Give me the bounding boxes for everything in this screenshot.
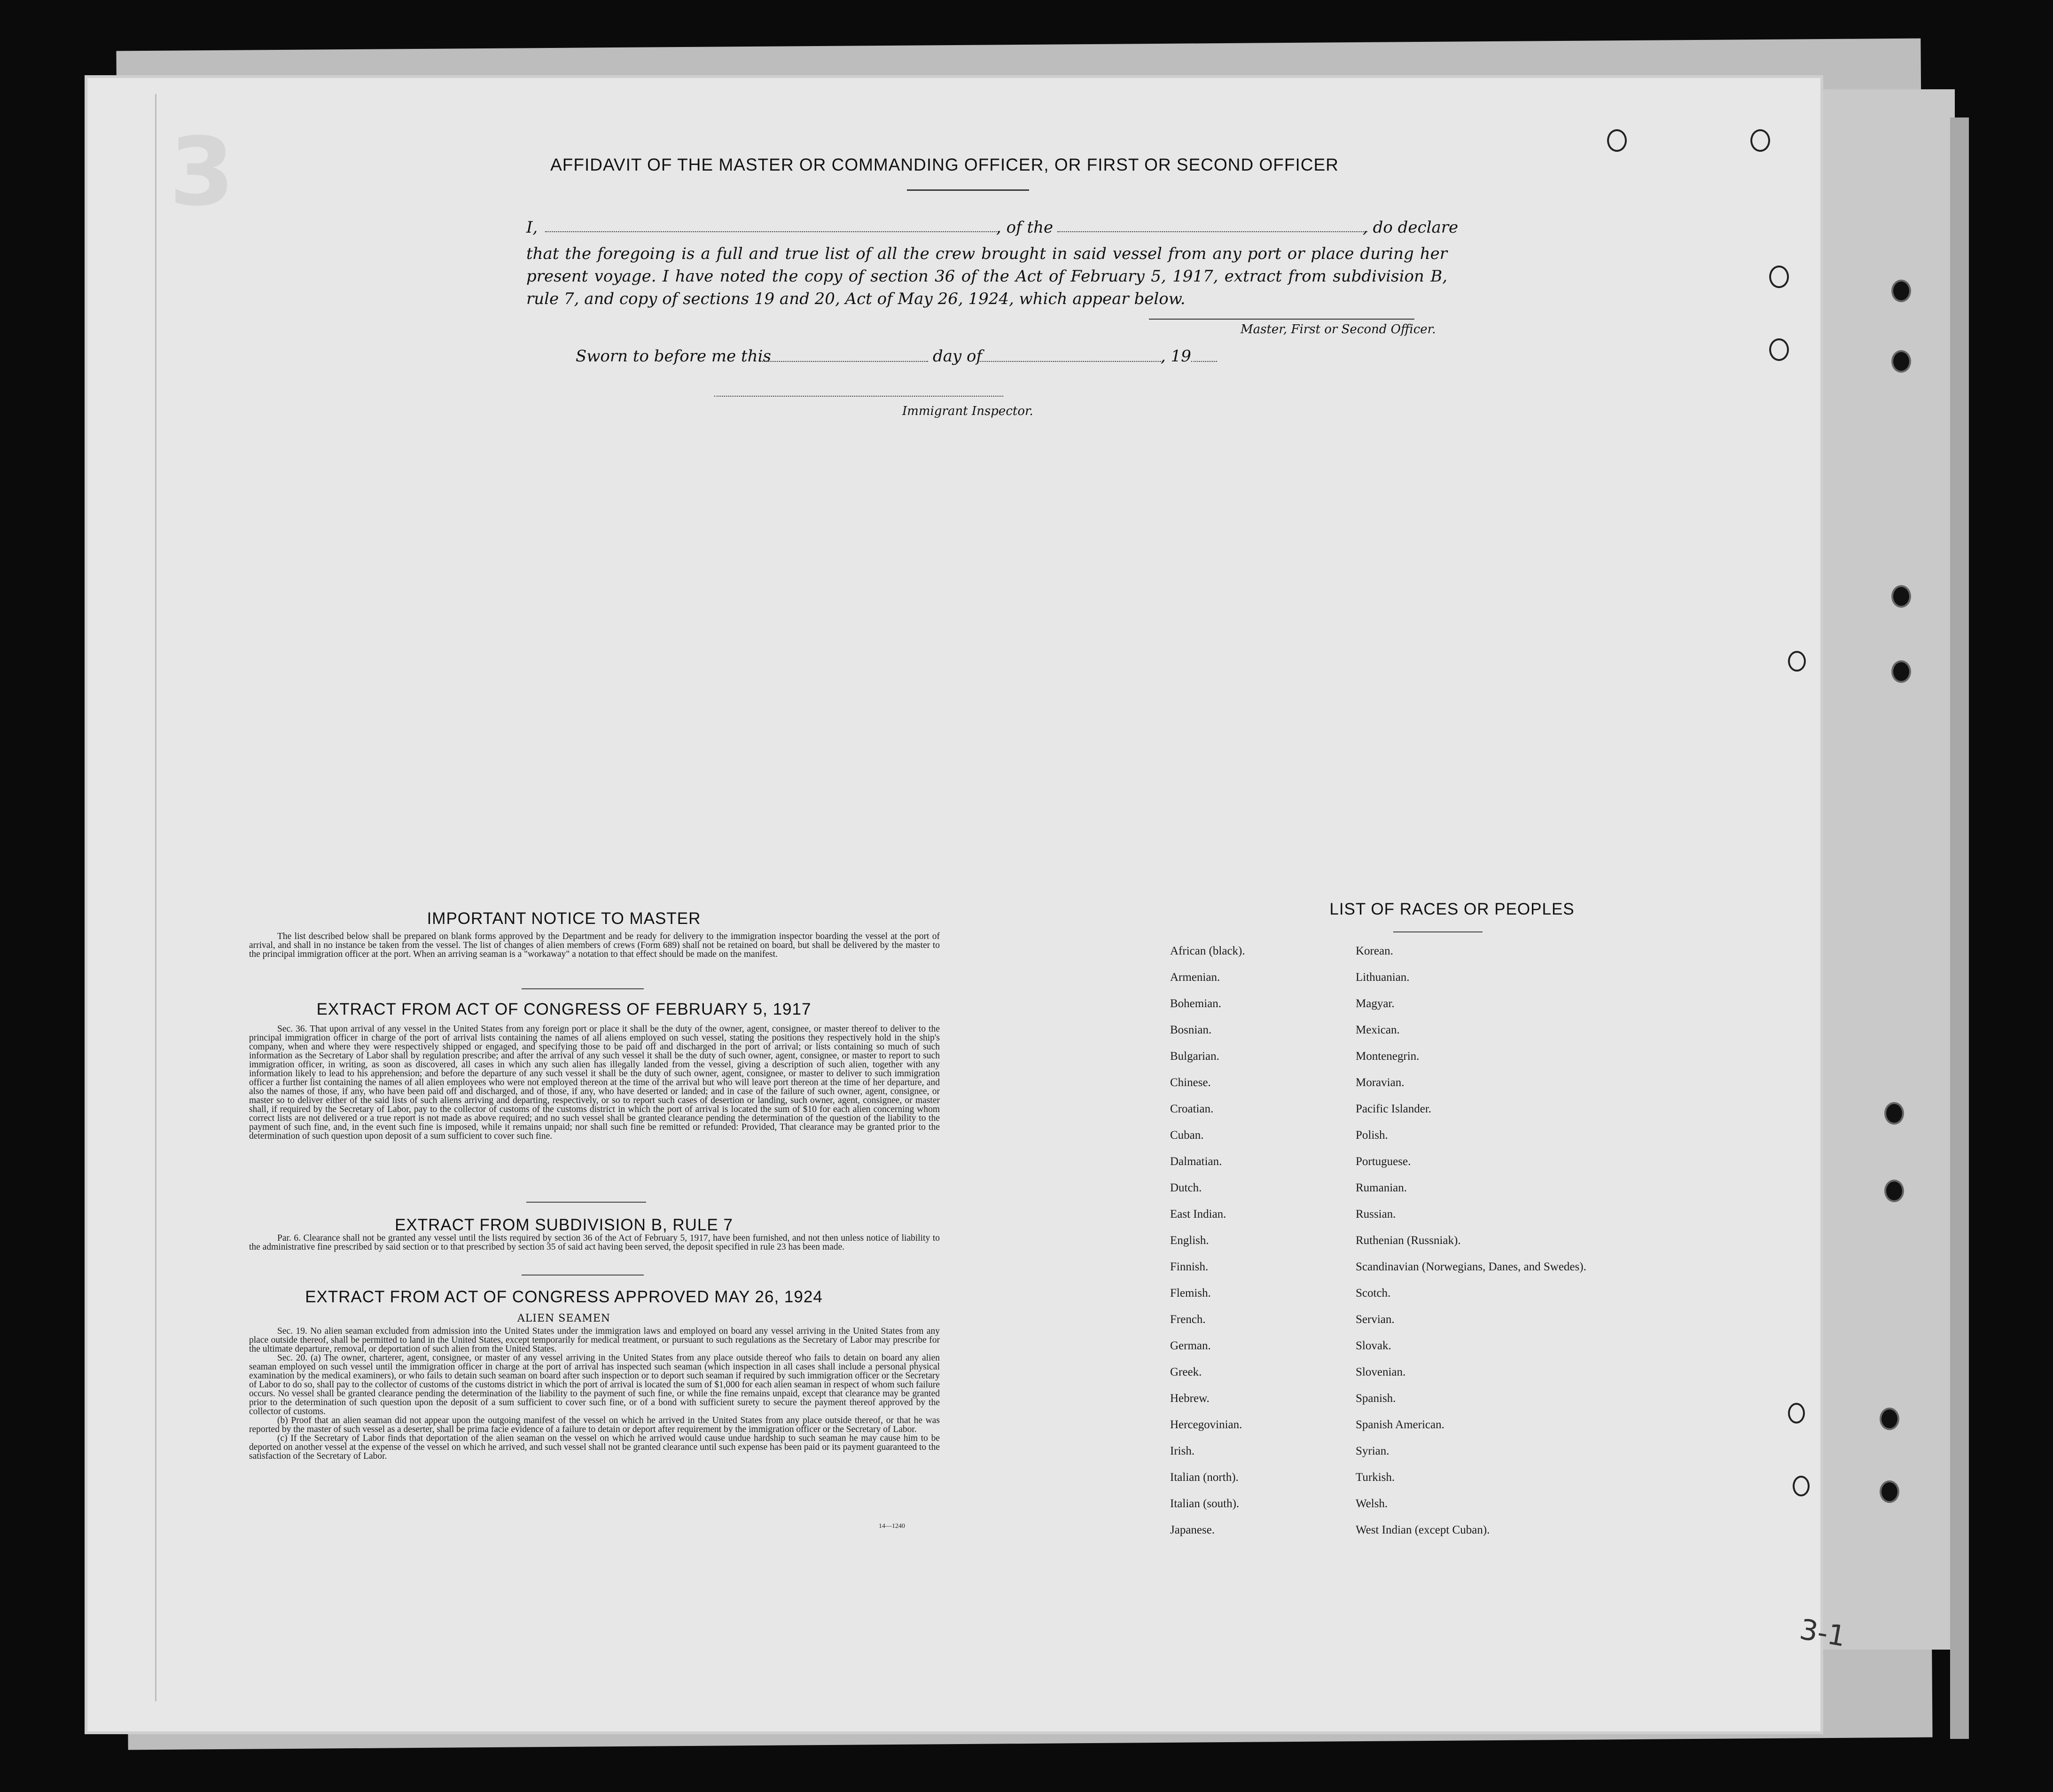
master-signature-line <box>1149 319 1414 320</box>
master-caption: Master, First or Second Officer. <box>1241 322 1436 336</box>
extract-1917-text: Sec. 36. That upon arrival of any vessel in the United States from any foreign port or place it shall be the duty of the owner, agent, consignee, or master thereof to deliver to the principal immigration officer in charge of the port of arrival lists containing the names of all aliens employed on such vessel, stating the positions they respectively hold in the ship's company, when and where they were respectively shipped or engaged, and specifying those to be paid off and discharged in the port of arrival; or lists containing so much of such information as the Secretary of Labor shall by regulation prescribe; and after the arrival of any such vessel it shall be the duty of such owner, agent, consignee, or master to report to such immigration officer, in writing, as soon as discovered, all cases in which any such alien has illegally landed from the vessel, giving a description of such alien, together with any information likely to lead to his apprehension; and before the departure of any such vessel it shall be the duty of such owner, agent, consignee, or master to deliver to such immigration officer a further list containing the names of all alien employees who were not employed thereon at the time of the arrival but who will leave port thereon at the time of her departure, and also the names of those, if any, who have been paid off and discharged, and of those, if any, who have deserted or landed; and in case of the failure of such owner, agent, consignee, or master so to deliver either of the said lists of such aliens arriving and departing, respectively, or so to report such cases of desertion or landing, such owner, agent, consignee, or master shall, if required by the Secretary of Labor, pay to the collector of customs of the customs district in which the port of arrival is located the sum of $10 for each alien concerning whom correct lists are not delivered or a true report is not made as above required; and no such vessel shall be granted clearance pending the determination of the question of the liability to the payment of such fine, and, in the event such fine is imposed, while it remains unpaid; nor shall such fine be remitted or refunded: Provided, That clearance may be granted prior to the determination of such question upon deposit of a sum sufficient to cover such fine. <box>249 1024 940 1141</box>
punch-hole <box>1891 585 1911 608</box>
punch-hole <box>1891 350 1911 373</box>
race-item: Lithuanian. <box>1356 971 1410 984</box>
race-item: Italian (north). <box>1170 1471 1239 1484</box>
punch-hole <box>1880 1408 1899 1430</box>
race-item: Dalmatian. <box>1170 1155 1222 1168</box>
race-item: Hebrew. <box>1170 1392 1210 1405</box>
divider <box>522 988 644 989</box>
year-text: , 19 <box>1161 347 1191 366</box>
race-item: East Indian. <box>1170 1208 1226 1221</box>
races-underline <box>1393 931 1483 932</box>
race-item: Croatian. <box>1170 1103 1214 1115</box>
alien-seamen-subtitle: ALIEN SEAMEN <box>517 1313 611 1324</box>
affidavit-title: AFFIDAVIT OF THE MASTER OR COMMANDING OFFICER, OR FIRST OR SECOND OFFICER <box>550 155 1339 174</box>
inspector-caption: Immigrant Inspector. <box>902 404 1033 418</box>
extract-1917-title: EXTRACT FROM ACT OF CONGRESS OF FEBRUARY 5, 1917 <box>316 1000 812 1018</box>
sec-20b-text: (b) Proof that an alien seaman did not appear upon the outgoing manifest of the vessel on which he arrived in the United States from any place outside thereof, or that he was reported by the master of such vessel as a deserter, shall be prima facie evidence of a failure to detain or deport after requirement by the immigration officer or the Secretary of Labor. <box>249 1416 940 1434</box>
punch-hole <box>1607 129 1627 152</box>
race-item: Polish. <box>1356 1129 1388 1142</box>
race-item: African (black). <box>1170 945 1245 957</box>
race-item: Slovenian. <box>1356 1366 1406 1378</box>
divider <box>526 1202 646 1203</box>
rule7-text: Par. 6. Clearance shall not be granted any vessel until the lists required by section 36 of the Act of February 5, 1917, have been furnished, and not then unless notice of liability to the administrative fine prescribed by said section or to that prescribed by section 35 of said act having been served, the deposit specified in rule 23 has been made. <box>249 1233 940 1252</box>
month-line <box>980 361 1163 362</box>
race-item: Welsh. <box>1356 1497 1388 1510</box>
punch-hole <box>1769 338 1789 361</box>
sec-19-text: Sec. 19. No alien seaman excluded from admission into the United States under the immigration laws and employed on board any vessel arriving in the United States from any place outside thereof, shall be permitted to land in the United States, except temporarily for medical treatment, or pursuant to such regulations as the Secretary of Labor may prescribe for the ultimate departure, removal, or deportation of such alien from the United States. <box>249 1326 940 1354</box>
year-line <box>1191 361 1217 362</box>
punch-hole <box>1788 651 1806 672</box>
punch-hole <box>1750 129 1770 152</box>
punch-hole <box>1884 1102 1904 1125</box>
race-item: West Indian (except Cuban). <box>1356 1524 1490 1536</box>
affidavit-i: I, <box>526 218 538 237</box>
sec-20c-text: (c) If the Secretary of Labor finds that deportation of the alien seaman on the vessel on which he arrived would cause undue hardship to such seaman he may cause him to be deported on another vessel at the expense of the vessel on which he arrived, and such vessel shall not be granted clearance until such expense has been paid or its payment guaranteed to the satisfaction of the Secretary of Labor. <box>249 1433 940 1461</box>
background-sheet-edge-2 <box>1950 117 1969 1739</box>
notice-text: The list described below shall be prepared on blank forms approved by the Department and be ready for delivery to the immigration inspector boarding the vessel at the port of arrival, and shall in no instance be taken from the vessel. The list of changes of alien members of crews (Form 689) shall not be retained on board, but shall be delivered by the master to the principal immigration officer at the port. When an arriving seaman is a "workaway" a notation to that effect should be made on the manifest. <box>249 931 940 959</box>
affidavit-paragraph: that the foregoing is a full and true list of all the crew brought in said vessel from any port or place during her present voyage. I have noted the copy of section 36 of the Act of February 5, 1917, extract from subdivision B, rule 7, and copy of sections 19 and 20, Act of May 26, 1924, which appear below. <box>526 244 1447 308</box>
race-item: Montenegrin. <box>1356 1050 1420 1063</box>
punch-hole <box>1880 1480 1899 1503</box>
race-item: Armenian. <box>1170 971 1220 984</box>
bleed-through-page-number: 3 <box>169 117 235 227</box>
sworn-text: Sworn to before me this <box>576 347 771 366</box>
race-item: Dutch. <box>1170 1182 1202 1194</box>
race-item: Bohemian. <box>1170 997 1222 1010</box>
divider <box>522 1275 644 1276</box>
form-number: 14—1240 <box>879 1523 905 1530</box>
notice-title: IMPORTANT NOTICE TO MASTER <box>427 909 701 928</box>
race-item: Slovak. <box>1356 1339 1391 1352</box>
races-title: LIST OF RACES OR PEOPLES <box>1329 900 1575 918</box>
race-item: Russian. <box>1356 1208 1396 1221</box>
punch-hole <box>1769 266 1789 288</box>
race-item: Irish. <box>1170 1445 1195 1457</box>
title-underline <box>907 189 1029 191</box>
punch-hole <box>1793 1476 1810 1496</box>
race-item: Korean. <box>1356 945 1393 957</box>
race-item: Scandinavian (Norwegians, Danes, and Swedes). <box>1356 1260 1586 1273</box>
race-item: French. <box>1170 1313 1206 1326</box>
punch-hole <box>1891 660 1911 683</box>
race-item: Finnish. <box>1170 1260 1209 1273</box>
race-item: Magyar. <box>1356 997 1395 1010</box>
race-item: Spanish American. <box>1356 1418 1444 1431</box>
race-item: Moravian. <box>1356 1076 1405 1089</box>
rule7-title: EXTRACT FROM SUBDIVISION B, RULE 7 <box>395 1216 733 1234</box>
race-item: Scotch. <box>1356 1287 1391 1299</box>
extract-1924-title: EXTRACT FROM ACT OF CONGRESS APPROVED MAY 26, 1924 <box>305 1288 823 1306</box>
affidavit-do-declare: , do declare <box>1363 218 1459 237</box>
sec-20a-text: Sec. 20. (a) The owner, charterer, agent, consignee, or master of any vessel arriving in the United States from any place outside thereof who fails to detain on board any alien seaman employed on such vessel until the immigration officer in charge at the port of arrival has inspected such seaman (which inspection in all cases shall include a personal physical examination by the medical examiners), or who fails to detain such seaman on board after such inspection or to deport such seaman if required by such immigration officer or the Secretary of Labor to do so, shall pay to the collector of customs of the customs district in which the port of arrival is located the sum of $1,000 for each alien seaman in respect of whom such failure occurs. No vessel shall be granted clearance pending the determination of the liability to the payment of such fine, or while the fine remains unpaid, except that clearance may be granted prior to the determination of such question upon the deposit of a sum sufficient to cover such fine, or of a bond with sufficient surety to secure the payment thereof approved by the collector of customs. <box>249 1353 940 1416</box>
race-item: Syrian. <box>1356 1445 1389 1457</box>
race-item: Japanese. <box>1170 1524 1215 1536</box>
race-item: Bosnian. <box>1170 1024 1212 1036</box>
race-item: Chinese. <box>1170 1076 1211 1089</box>
race-item: Flemish. <box>1170 1287 1211 1299</box>
race-item: Bulgarian. <box>1170 1050 1219 1063</box>
race-item: Hercegovinian. <box>1170 1418 1242 1431</box>
punch-hole <box>1891 280 1911 302</box>
name-fill-line <box>545 231 999 232</box>
sworn-day-line <box>759 361 928 362</box>
race-item: German. <box>1170 1339 1211 1352</box>
race-item: Turkish. <box>1356 1471 1395 1484</box>
race-item: Spanish. <box>1356 1392 1396 1405</box>
race-item: Portuguese. <box>1356 1155 1411 1168</box>
punch-hole <box>1884 1180 1904 1202</box>
day-of-text: day of <box>933 347 983 366</box>
race-item: Rumanian. <box>1356 1182 1407 1194</box>
race-item: Italian (south). <box>1170 1497 1240 1510</box>
punch-hole <box>1788 1403 1805 1424</box>
race-item: English. <box>1170 1234 1209 1247</box>
races-left-column <box>1170 945 1349 1550</box>
race-item: Servian. <box>1356 1313 1395 1326</box>
handwritten-mark: 3-1 <box>1797 1613 1849 1653</box>
race-item: Ruthenian (Russniak). <box>1356 1234 1461 1247</box>
inspector-signature-line <box>714 396 1003 397</box>
race-item: Mexican. <box>1356 1024 1400 1036</box>
race-item: Greek. <box>1170 1366 1202 1378</box>
affidavit-of-the: , of the <box>996 218 1054 237</box>
races-right-column <box>1356 945 1600 1550</box>
race-item: Pacific Islander. <box>1356 1103 1432 1115</box>
extract-1924-text <box>249 1327 940 1461</box>
race-item: Cuban. <box>1170 1129 1204 1142</box>
vessel-fill-line <box>1057 231 1367 232</box>
